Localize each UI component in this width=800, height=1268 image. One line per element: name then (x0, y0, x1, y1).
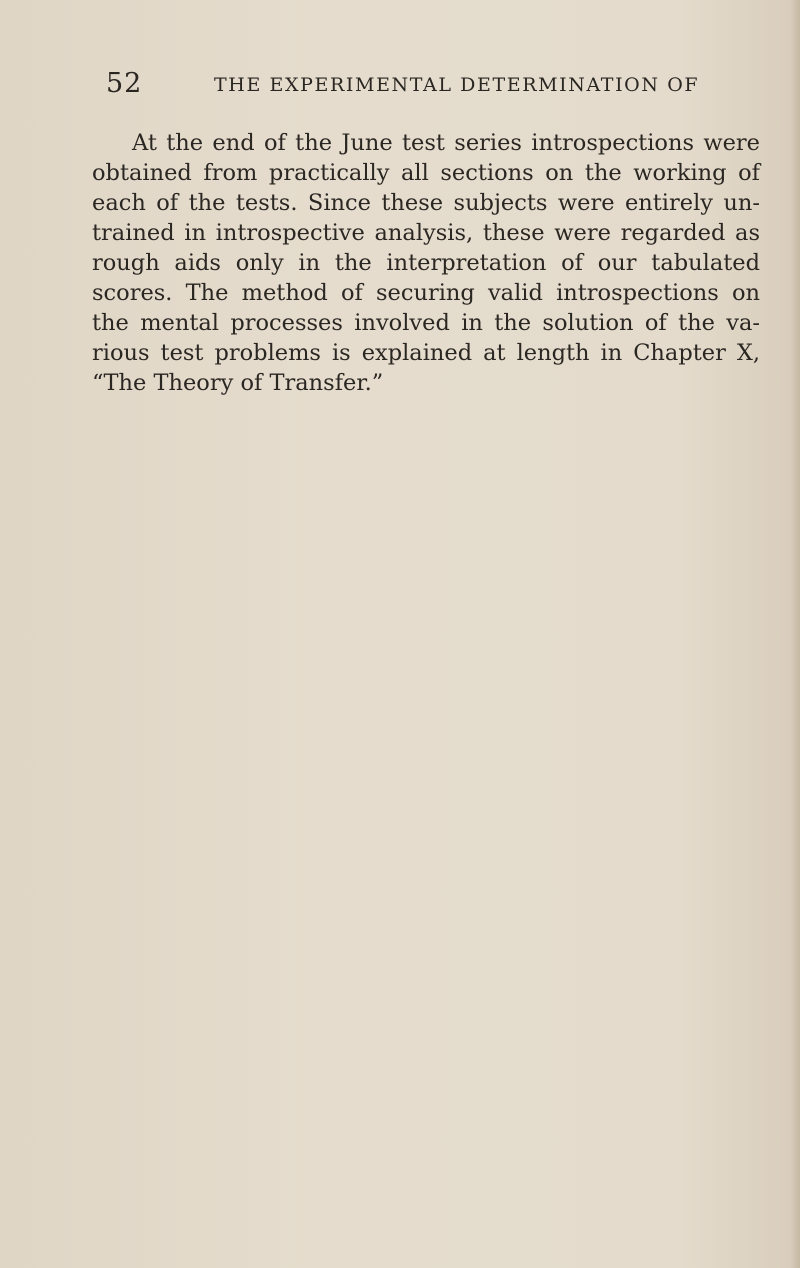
body-paragraph (92, 128, 760, 398)
text-line: rious test problems is explained at length in Chapter X, (92, 340, 760, 366)
running-head (106, 68, 700, 104)
page-number: 52 (106, 68, 143, 99)
text-line: rough aids only in the interpretation of our tabulated (92, 250, 760, 276)
page-edge-shadow (790, 0, 800, 1268)
text-line: trained in introspective analysis, these were regarded as (92, 220, 760, 246)
running-title: THE EXPERIMENTAL DETERMINATION OF (214, 74, 700, 96)
text-line: scores. The method of securing valid introspections on (92, 280, 760, 306)
text-line: “The Theory of Transfer.” (92, 370, 384, 396)
text-line: obtained from practically all sections on the working of (92, 160, 760, 186)
text-line: each of the tests. Since these subjects were entirely un- (92, 190, 760, 216)
text-line: At the end of the June test series introspections were (132, 130, 760, 156)
text-line: the mental processes involved in the solution of the va- (92, 310, 760, 336)
